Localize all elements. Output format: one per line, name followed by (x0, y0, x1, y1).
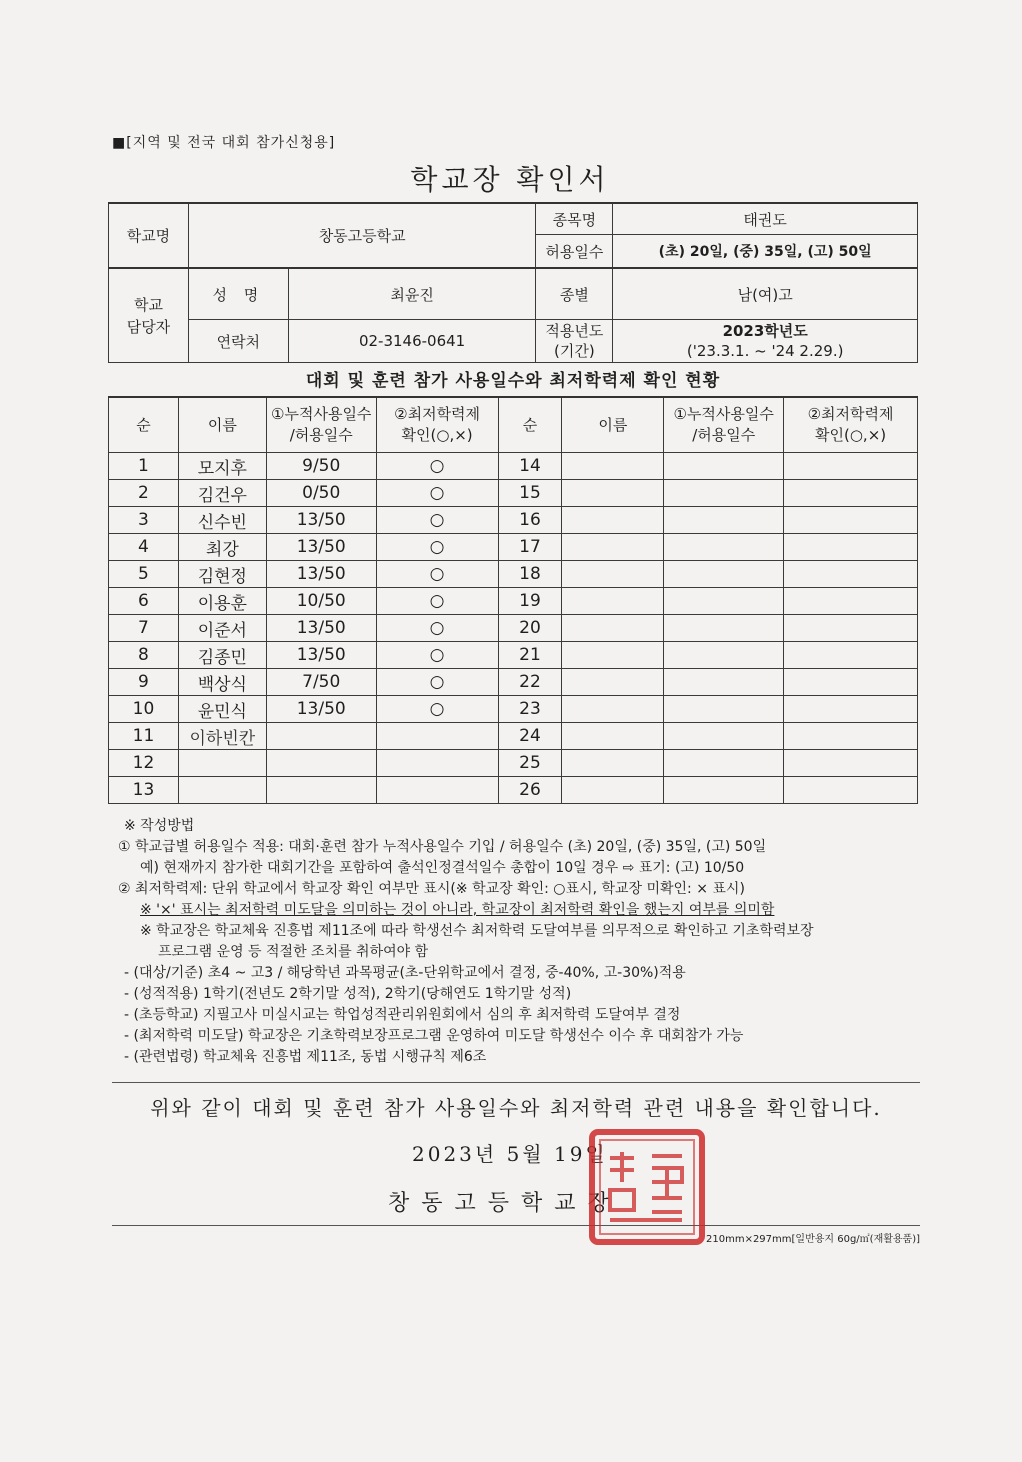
type-label: 종별 (536, 268, 613, 320)
days-used: 10/50 (266, 588, 376, 615)
note-line-3: ② 최저학력제: 단위 학교에서 학교장 확인 여부만 표시(※ 학교장 확인: ○표시, 학교장 미확인: × 표시) (118, 881, 745, 897)
note-line-4: ※ '×' 표시는 최저학력 미도달을 의미하는 것이 아니라, 학교장이 최저학력 확인을 했는지 여부를 의미함 (140, 902, 775, 918)
status-table-header (109, 397, 918, 453)
student-name: 윤민식 (178, 696, 266, 723)
student-name: 백상식 (178, 669, 266, 696)
divider-top (112, 1082, 920, 1083)
days-used: 9/50 (266, 453, 376, 480)
header-days-2: /허용일수 (289, 426, 353, 444)
header-check-1-right: ②최저학력제 (807, 405, 894, 423)
days-used: 13/50 (266, 507, 376, 534)
note-line-5: ※ 학교장은 학교체육 진흥법 제11조에 따라 학생선수 최저학력 도달여부를 의무적으로 확인하고 기초학력보장 (140, 923, 814, 939)
row-no-right: 17 (498, 534, 562, 561)
days-used-right (664, 453, 784, 480)
days-used (266, 750, 376, 777)
min-academic-check-right (784, 642, 918, 669)
min-academic-check: ○ (376, 588, 498, 615)
manager-label: 학교 담당자 (109, 268, 189, 363)
note-line-10: - (최저학력 미도달) 학교장은 기초학력보장프로그램 운영하여 미도달 학생선수 이수 후 대회참가 가능 (124, 1028, 744, 1044)
school-label: 학교명 (109, 203, 189, 268)
student-name: 김종민 (178, 642, 266, 669)
student-name-right (562, 507, 664, 534)
row-no-right: 25 (498, 750, 562, 777)
header-days-2-right: /허용일수 (692, 426, 756, 444)
days-used-right (664, 696, 784, 723)
student-name-right (562, 588, 664, 615)
min-academic-check-right (784, 723, 918, 750)
days-used-right (664, 669, 784, 696)
min-academic-check-right (784, 480, 918, 507)
notes-heading: ※ 작성방법 (124, 818, 195, 834)
min-academic-check-right (784, 561, 918, 588)
row-no: 2 (109, 480, 179, 507)
min-academic-check-right (784, 534, 918, 561)
student-name-right (562, 561, 664, 588)
allowed-days-value: (초) 20일, (중) 35일, (고) 50일 (613, 235, 918, 269)
min-academic-check: ○ (376, 615, 498, 642)
student-name: 김건우 (178, 480, 266, 507)
row-no: 4 (109, 534, 179, 561)
principal-title: 창동고등학교장 (388, 1191, 621, 1216)
table-row (109, 453, 918, 480)
row-no-right: 15 (498, 480, 562, 507)
days-used-right (664, 642, 784, 669)
table-row (109, 669, 918, 696)
header-check-2: 확인(○,×) (401, 426, 473, 444)
min-academic-check: ○ (376, 480, 498, 507)
issue-date: 2023년 5월 19일 (412, 1142, 608, 1166)
min-academic-check-right (784, 777, 918, 804)
min-academic-check: ○ (376, 534, 498, 561)
min-academic-check: ○ (376, 669, 498, 696)
row-no-right: 18 (498, 561, 562, 588)
row-no: 11 (109, 723, 179, 750)
paper-spec: 210mm×297mm[일반용지 60g/㎡(재활용품)] (706, 1234, 921, 1245)
status-table (108, 396, 918, 804)
student-name: 신수빈 (178, 507, 266, 534)
days-used: 7/50 (266, 669, 376, 696)
info-table (108, 202, 918, 363)
note-line-11: - (관련법령) 학교체육 진흥법 제11조, 동법 시행규칙 제6조 (124, 1049, 487, 1065)
row-no-right: 16 (498, 507, 562, 534)
days-used-right (664, 507, 784, 534)
student-name-right (562, 615, 664, 642)
status-table-title: 대회 및 훈련 참가 사용일수와 최저학력제 확인 현황 (305, 371, 721, 391)
divider-bottom (112, 1225, 920, 1226)
days-used (266, 723, 376, 750)
student-name-right (562, 480, 664, 507)
row-no-right: 23 (498, 696, 562, 723)
type-value: 남(여)고 (613, 268, 918, 320)
row-no: 9 (109, 669, 179, 696)
event-value: 태권도 (613, 203, 918, 235)
header-name: 이름 (178, 397, 266, 453)
note-line-1: ① 학교급별 허용일수 적용: 대회·훈련 참가 누적사용일수 기입 / 허용일수 (초) 20일, (중) 35일, (고) 50일 (118, 839, 767, 855)
document-title: 학교장 확인서 (410, 163, 610, 196)
days-used-right (664, 750, 784, 777)
year-label: 적용년도 (545, 322, 604, 340)
contact-label: 연락처 (188, 320, 288, 363)
days-used-right (664, 723, 784, 750)
student-name-right (562, 453, 664, 480)
min-academic-check: ○ (376, 696, 498, 723)
official-seal-icon (588, 1128, 706, 1246)
student-name-right (562, 750, 664, 777)
min-academic-check-right (784, 615, 918, 642)
header-no: 순 (109, 397, 179, 453)
contact-value: 02-3146-0641 (288, 320, 536, 363)
student-name: 김현정 (178, 561, 266, 588)
min-academic-check: ○ (376, 561, 498, 588)
table-row (109, 777, 918, 804)
table-row (109, 696, 918, 723)
student-name: 이용훈 (178, 588, 266, 615)
table-row (109, 750, 918, 777)
days-used: 13/50 (266, 561, 376, 588)
min-academic-check: ○ (376, 453, 498, 480)
table-row (109, 480, 918, 507)
writing-instructions (118, 816, 918, 1068)
header-days-1: ①누적사용일수 (271, 405, 372, 423)
student-name: 이준서 (178, 615, 266, 642)
student-name-right (562, 642, 664, 669)
row-no-right: 14 (498, 453, 562, 480)
row-no: 7 (109, 615, 179, 642)
table-row (109, 534, 918, 561)
manager-name: 최윤진 (288, 268, 536, 320)
student-name-right (562, 696, 664, 723)
table-row (109, 642, 918, 669)
header-check-1: ②최저학력제 (394, 405, 481, 423)
min-academic-check (376, 750, 498, 777)
note-line-8: - (성적적용) 1학기(전년도 2학기말 성적), 2학기(당해연도 1학기말 성적) (124, 986, 572, 1002)
days-used (266, 777, 376, 804)
days-used-right (664, 561, 784, 588)
student-name: 최강 (178, 534, 266, 561)
days-used: 13/50 (266, 696, 376, 723)
row-no: 10 (109, 696, 179, 723)
row-no-right: 19 (498, 588, 562, 615)
period-value: ('23.3.1. ~ '24 2.29.) (686, 342, 844, 360)
row-no-right: 26 (498, 777, 562, 804)
student-name (178, 750, 266, 777)
student-name-right (562, 777, 664, 804)
min-academic-check: ○ (376, 507, 498, 534)
header-no-right: 순 (498, 397, 562, 453)
min-academic-check: ○ (376, 642, 498, 669)
allowed-days-label: 허용일수 (536, 235, 613, 269)
confirmation-statement: 위와 같이 대회 및 훈련 참가 사용일수와 최저학력 관련 내용을 확인합니다. (150, 1096, 882, 1120)
header-check-2-right: 확인(○,×) (815, 426, 887, 444)
student-name: 이하빈칸 (178, 723, 266, 750)
student-name-right (562, 534, 664, 561)
days-used: 13/50 (266, 642, 376, 669)
min-academic-check-right (784, 588, 918, 615)
row-no: 3 (109, 507, 179, 534)
days-used: 13/50 (266, 534, 376, 561)
table-row (109, 723, 918, 750)
school-name: 창동고등학교 (188, 203, 536, 268)
days-used-right (664, 480, 784, 507)
min-academic-check-right (784, 507, 918, 534)
days-used-right (664, 777, 784, 804)
note-line-7: - (대상/기준) 초4 ~ 고3 / 해당학년 과목평균(초-단위학교에서 결정, 중-40%, 고-30%)적용 (124, 965, 686, 981)
days-used-right (664, 615, 784, 642)
student-name (178, 777, 266, 804)
row-no: 6 (109, 588, 179, 615)
table-row (109, 561, 918, 588)
event-label: 종목명 (536, 203, 613, 235)
note-line-9: - (초등학교) 지필고사 미실시교는 학업성적관리위원회에서 심의 후 최저학력 도달여부 결정 (124, 1007, 681, 1023)
note-line-6: 프로그램 운영 등 적절한 조치를 취하여야 함 (158, 944, 429, 960)
table-row (109, 588, 918, 615)
row-no: 12 (109, 750, 179, 777)
row-no-right: 22 (498, 669, 562, 696)
row-no-right: 24 (498, 723, 562, 750)
form-category: ■[지역 및 전국 대회 참가신청용] (112, 135, 336, 151)
student-name: 모지후 (178, 453, 266, 480)
days-used: 0/50 (266, 480, 376, 507)
row-no: 5 (109, 561, 179, 588)
note-line-2: 예) 현재까지 참가한 대회기간을 포함하여 출석인정결석일수 총합이 10일 경우 ⇨ 표기: (고) 10/50 (140, 860, 745, 876)
min-academic-check-right (784, 669, 918, 696)
table-row (109, 507, 918, 534)
min-academic-check-right (784, 453, 918, 480)
min-academic-check-right (784, 696, 918, 723)
row-no: 13 (109, 777, 179, 804)
student-name-right (562, 723, 664, 750)
row-no: 8 (109, 642, 179, 669)
student-name-right (562, 669, 664, 696)
name-label: 성 명 (188, 268, 288, 320)
header-days-1-right: ①누적사용일수 (673, 405, 774, 423)
row-no-right: 21 (498, 642, 562, 669)
days-used-right (664, 588, 784, 615)
period-label: (기간) (554, 342, 595, 360)
min-academic-check (376, 777, 498, 804)
table-row (109, 615, 918, 642)
row-no-right: 20 (498, 615, 562, 642)
days-used-right (664, 534, 784, 561)
min-academic-check-right (784, 750, 918, 777)
header-name-right: 이름 (562, 397, 664, 453)
min-academic-check (376, 723, 498, 750)
days-used: 13/50 (266, 615, 376, 642)
year-value: 2023학년도 (722, 322, 808, 340)
row-no: 1 (109, 453, 179, 480)
